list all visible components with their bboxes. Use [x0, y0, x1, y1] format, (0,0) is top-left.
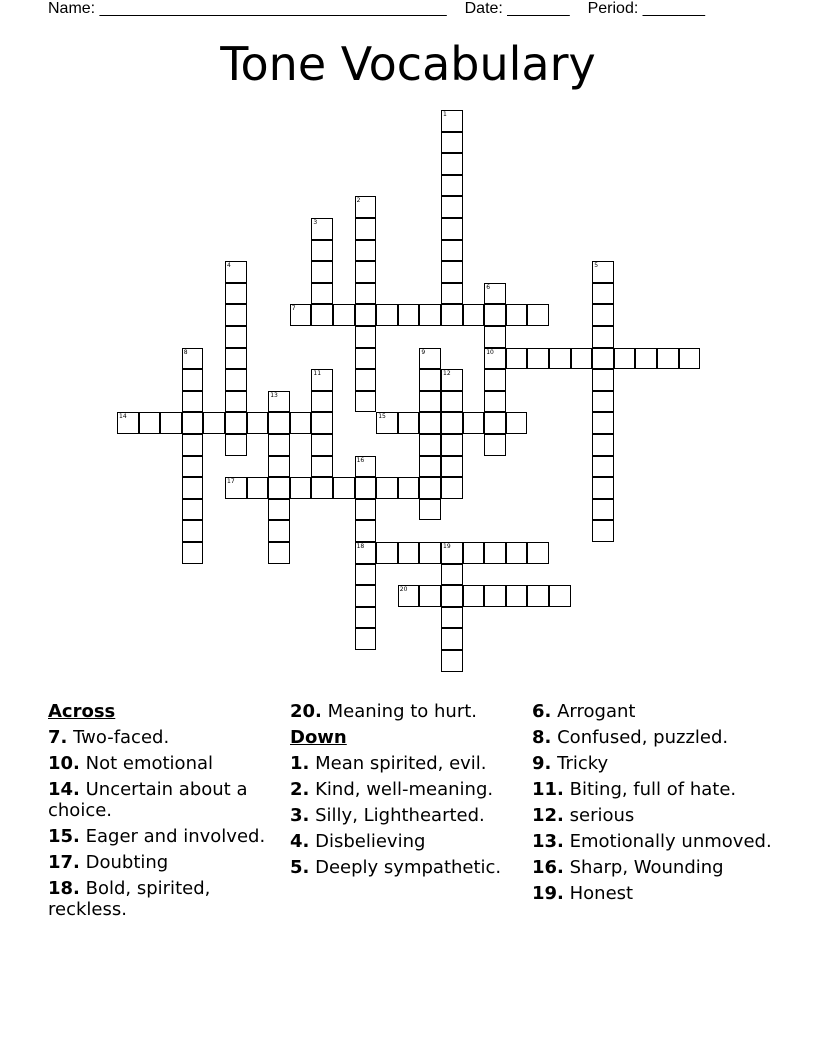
crossword-cell[interactable] [355, 391, 377, 413]
crossword-cell[interactable] [268, 499, 290, 521]
crossword-cell[interactable] [506, 542, 528, 564]
clue-down-12: 12. serious [532, 805, 635, 826]
clue-across-17: 17. Doubting [48, 852, 169, 873]
crossword-cell[interactable] [139, 412, 161, 434]
crossword-cell[interactable] [657, 348, 679, 370]
crossword-cell[interactable] [592, 391, 614, 413]
crossword-cell[interactable] [311, 477, 333, 499]
crossword-cell[interactable] [441, 628, 463, 650]
crossword-cell[interactable] [398, 412, 420, 434]
crossword-cell[interactable] [419, 434, 441, 456]
crossword-cell[interactable] [290, 412, 312, 434]
crossword-cell[interactable] [225, 369, 247, 391]
name-field[interactable]: Name: _______________________________________ [48, 0, 447, 17]
clue-number-label: 4 [227, 262, 231, 270]
crossword-cell[interactable] [571, 348, 593, 370]
crossword-cell[interactable] [333, 304, 355, 326]
crossword-cell[interactable] [225, 412, 247, 434]
crossword-cell[interactable] [160, 412, 182, 434]
clue-down-6: 6. Arrogant [532, 701, 636, 722]
crossword-cell[interactable] [355, 261, 377, 283]
crossword-cell[interactable] [441, 650, 463, 672]
crossword-cell[interactable] [527, 542, 549, 564]
crossword-cell[interactable] [225, 304, 247, 326]
crossword-cell[interactable] [311, 304, 333, 326]
clue-number-label: 11 [313, 370, 322, 378]
crossword-cell[interactable] [441, 240, 463, 262]
clue-down-11: 11. Biting, full of hate. [532, 779, 737, 800]
crossword-cell[interactable] [203, 412, 225, 434]
crossword-cell[interactable] [311, 456, 333, 478]
crossword-cell[interactable] [484, 585, 506, 607]
across-heading: Across [48, 701, 116, 722]
crossword-cell[interactable] [247, 412, 269, 434]
crossword-cell[interactable] [592, 477, 614, 499]
clue-across-15: 15. Eager and involved. [48, 826, 266, 847]
crossword-cell[interactable] [484, 542, 506, 564]
clue-down-3: 3. Silly, Lighthearted. [290, 805, 485, 826]
crossword-cell[interactable] [484, 326, 506, 348]
clue-number-label: 15 [378, 413, 386, 421]
clue-down-13: 13. Emotionally unmoved. [532, 831, 772, 852]
crossword-cell[interactable] [441, 218, 463, 240]
clue-number-label: 1 [443, 111, 447, 118]
crossword-cell[interactable] [355, 477, 377, 499]
crossword-cell[interactable] [506, 348, 528, 370]
crossword-cell[interactable] [355, 369, 377, 391]
crossword-cell[interactable] [376, 542, 398, 564]
crossword-cell[interactable] [225, 434, 247, 456]
crossword-cell[interactable] [592, 348, 614, 370]
crossword-cell[interactable] [290, 477, 312, 499]
crossword-cell[interactable] [441, 261, 463, 283]
page-title: Tone Vocabulary [220, 37, 596, 91]
crossword-cell[interactable] [355, 564, 377, 586]
crossword-cell[interactable] [419, 542, 441, 564]
crossword-cell[interactable] [441, 153, 463, 175]
clue-down-2: 2. Kind, well-meaning. [290, 779, 494, 800]
crossword-cell[interactable] [549, 585, 571, 607]
crossword-cell[interactable] [549, 348, 571, 370]
crossword-cell[interactable] [182, 499, 204, 521]
crossword-cell[interactable] [182, 477, 204, 499]
crossword-cell[interactable] [484, 304, 506, 326]
crossword-cell[interactable] [355, 348, 377, 370]
crossword-cell[interactable] [527, 348, 549, 370]
clue-number-label: 19 [443, 543, 451, 550]
crossword-cell[interactable] [441, 412, 463, 434]
crossword-cell[interactable] [484, 391, 506, 413]
clue-number-label: 16 [356, 456, 365, 464]
crossword-cell[interactable] [355, 304, 377, 326]
clue-down-19: 19. Honest [532, 883, 634, 904]
crossword-cell[interactable] [441, 564, 463, 586]
crossword-cell[interactable] [376, 477, 398, 499]
crossword-cell[interactable] [268, 477, 290, 499]
date-field[interactable]: Date: _______ [464, 0, 570, 17]
clue-number-label: 10 [486, 348, 494, 356]
crossword-cell[interactable] [182, 412, 204, 434]
crossword-cell[interactable] [484, 412, 506, 434]
crossword-cell[interactable] [441, 434, 463, 456]
crossword-cell[interactable] [355, 585, 377, 607]
clue-number-label: 13 [270, 391, 278, 399]
crossword-cell[interactable] [441, 456, 463, 478]
crossword-cell[interactable] [225, 348, 247, 370]
crossword-cell[interactable] [355, 218, 377, 240]
crossword-cell[interactable] [355, 240, 377, 262]
crossword-cell[interactable] [614, 348, 636, 370]
crossword-cell[interactable] [311, 391, 333, 413]
crossword-cell[interactable] [441, 132, 463, 154]
crossword-cell[interactable] [592, 304, 614, 326]
crossword-cell[interactable] [441, 175, 463, 197]
crossword-cell[interactable] [592, 456, 614, 478]
crossword-cell[interactable] [506, 412, 528, 434]
crossword-cell[interactable] [311, 261, 333, 283]
crossword-cell[interactable] [182, 434, 204, 456]
crossword-cell[interactable] [182, 542, 204, 564]
crossword-cell[interactable] [419, 456, 441, 478]
crossword-cell[interactable] [355, 520, 377, 542]
crossword-cell[interactable] [355, 628, 377, 650]
crossword-cell[interactable] [268, 456, 290, 478]
crossword-cell[interactable] [441, 283, 463, 305]
crossword-cell[interactable] [268, 520, 290, 542]
crossword-cell[interactable] [484, 369, 506, 391]
crossword-cell[interactable] [592, 499, 614, 521]
crossword-cell[interactable] [311, 240, 333, 262]
clue-number-label: 9 [421, 348, 426, 356]
clue-down-16: 16. Sharp, Wounding [532, 857, 724, 878]
crossword-cell[interactable] [419, 304, 441, 326]
crossword-cell[interactable] [419, 477, 441, 499]
clue-down-8: 8. Confused, puzzled. [532, 727, 729, 748]
clue-across-14: 14. Uncertain about a choice. [48, 779, 248, 821]
clue-number-label: 17 [227, 478, 235, 486]
clue-number-label: 12 [443, 370, 451, 378]
clue-down-1: 1. Mean spirited, evil. [290, 753, 487, 774]
clue-number-label: 8 [183, 348, 188, 356]
crossword-cell[interactable] [398, 542, 420, 564]
crossword-cell[interactable] [182, 456, 204, 478]
clue-column-1 [48, 701, 278, 925]
clue-column-3 [532, 701, 772, 909]
crossword-cell[interactable] [311, 434, 333, 456]
clue-number-label: 18 [356, 543, 365, 550]
crossword-cell[interactable] [419, 499, 441, 521]
crossword-cell[interactable] [268, 434, 290, 456]
clue-across-10: 10. Not emotional [48, 753, 214, 774]
crossword-cell[interactable] [268, 412, 290, 434]
crossword-cell[interactable] [311, 412, 333, 434]
crossword-cell[interactable] [441, 585, 463, 607]
crossword-cell[interactable] [247, 477, 269, 499]
crossword-cell[interactable] [463, 412, 485, 434]
crossword-cell[interactable] [506, 304, 528, 326]
crossword-cell[interactable] [419, 391, 441, 413]
crossword-cell[interactable] [463, 542, 485, 564]
crossword-cell[interactable] [441, 607, 463, 629]
crossword-cell[interactable] [333, 477, 355, 499]
crossword-cell[interactable] [592, 326, 614, 348]
clue-across-18: 18. Bold, spirited, reckless. [48, 878, 211, 920]
crossword-cell[interactable] [592, 369, 614, 391]
crossword-cell[interactable] [225, 326, 247, 348]
crossword-cell[interactable] [182, 369, 204, 391]
crossword-cell[interactable] [592, 434, 614, 456]
crossword-cell[interactable] [527, 585, 549, 607]
clue-number-label: 5 [594, 262, 599, 270]
crossword-cell[interactable] [441, 304, 463, 326]
crossword-cell[interactable] [419, 412, 441, 434]
clue-across-20: 20. Meaning to hurt. [290, 701, 478, 722]
clue-down-5: 5. Deeply sympathetic. [290, 857, 502, 878]
crossword-cell[interactable] [268, 542, 290, 564]
crossword-cell[interactable] [182, 520, 204, 542]
clue-number-label: 6 [486, 283, 491, 291]
crossword-cell[interactable] [441, 477, 463, 499]
crossword-cell[interactable] [679, 348, 701, 370]
clue-number-label: 2 [356, 197, 361, 205]
crossword-cell[interactable] [355, 283, 377, 305]
crossword-cell[interactable] [182, 391, 204, 413]
clue-across-7: 7. Two-faced. [48, 727, 170, 748]
crossword-cell[interactable] [355, 607, 377, 629]
crossword-cell[interactable] [441, 196, 463, 218]
clue-number-label: 3 [313, 219, 318, 226]
clue-number-label: 20 [399, 586, 408, 594]
crossword-cell[interactable] [398, 304, 420, 326]
clue-down-4: 4. Disbelieving [290, 831, 426, 852]
clue-down-9: 9. Tricky [532, 753, 609, 774]
crossword-cell[interactable] [463, 585, 485, 607]
crossword-cell[interactable] [311, 283, 333, 305]
crossword-cell[interactable] [441, 391, 463, 413]
crossword-cell[interactable] [376, 304, 398, 326]
crossword-cell[interactable] [592, 283, 614, 305]
crossword-cell[interactable] [527, 304, 549, 326]
clue-column-2 [290, 701, 515, 883]
crossword-cell[interactable] [592, 412, 614, 434]
clue-number-label: 14 [119, 413, 127, 421]
crossword-cell[interactable] [463, 304, 485, 326]
crossword-cell[interactable] [484, 434, 506, 456]
crossword-cell[interactable] [398, 477, 420, 499]
clue-number-label: 7 [291, 305, 296, 313]
crossword-cell[interactable] [592, 520, 614, 542]
crossword-cell[interactable] [355, 326, 377, 348]
crossword-cell[interactable] [506, 585, 528, 607]
crossword-cell[interactable] [419, 369, 441, 391]
crossword-cell[interactable] [355, 499, 377, 521]
crossword-cell[interactable] [419, 585, 441, 607]
down-heading: Down [290, 727, 347, 748]
crossword-cell[interactable] [225, 391, 247, 413]
crossword-cell[interactable] [635, 348, 657, 370]
period-field[interactable]: Period: _______ [587, 0, 706, 17]
crossword-cell[interactable] [225, 283, 247, 305]
